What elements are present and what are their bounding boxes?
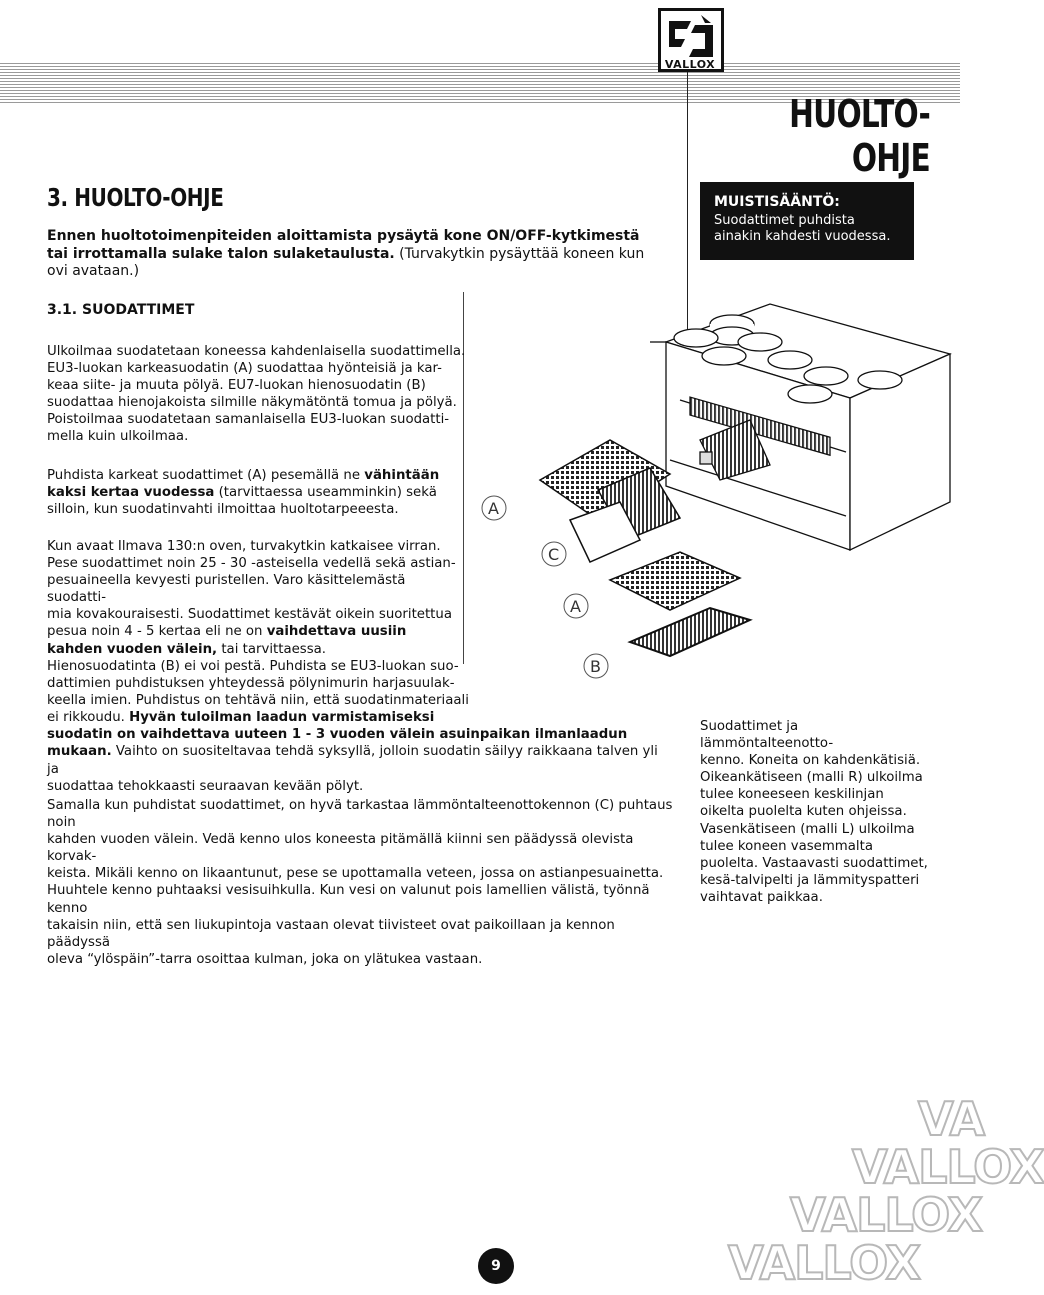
text-bold: suodatin on vaihdettava uuteen 1 - 3 vuoden välein asuinpaikan ilmanlaadun	[47, 727, 628, 743]
intro-paragraph	[47, 228, 647, 281]
text-bold: kahden vuoden välein,	[47, 641, 218, 657]
text-bold: vaihdettava uusiin	[266, 624, 407, 640]
text-line: keaa siite- ja muuta pölyä. EU7-luokan hienosuodatin (B)	[47, 378, 426, 394]
text-line: kahden vuoden välein. Vedä kenno ulos koneesta pitämällä kiinni sen päädyssä olevista korvak-	[47, 832, 634, 865]
reminder-line-1: Suodattimet puhdista	[714, 213, 855, 228]
logo-wordmark: VALLOX	[664, 58, 716, 71]
text-line: suodattaa tehokkaasti seuraavan kevään pölyt.	[47, 778, 364, 794]
paragraph-filters	[47, 343, 467, 446]
text-bold: kaksi kertaa vuodessa	[47, 485, 215, 501]
text-line: takaisin niin, että sen liukupintoja vastaan olevat tiivisteet ovat paikoillaan ja kennon päädyssä	[47, 917, 615, 950]
label-c: C	[548, 545, 560, 564]
text-line: Kun avaat Ilmava 130:n oven, turvakytkin katkaisee virran.	[47, 539, 441, 554]
section-heading: 3. HUOLTO-OHJE	[47, 183, 224, 212]
caption-line: puolelta. Vastaavasti suodattimet,	[700, 855, 928, 871]
text-line: Huuhtele kenno puhtaaksi vesisuihkulla. Kun vesi on valunut pois lamellien välistä, työnnä kenno	[47, 883, 650, 916]
text-line: Hienosuodatinta (B) ei voi pestä. Puhdista se EU3-luokan suo-	[47, 659, 459, 674]
caption-line: Oikeankätiseen (malli R) ulkoilma	[700, 770, 923, 786]
text-span: ei rikkoudu.	[47, 710, 130, 726]
caption-line: kenno. Koneita on kahdenkätisiä.	[700, 753, 921, 769]
label-a-top: A	[488, 499, 499, 518]
paragraph-heat-exchanger	[47, 797, 677, 968]
watermark-line-4: VALLOX	[728, 1236, 920, 1290]
text-line: Poistoilmaa suodatetaan samanlaisella EU3-luokan suodatti-	[47, 412, 450, 428]
reminder-text	[714, 213, 890, 245]
page-number: 9	[478, 1248, 514, 1284]
reminder-line-2: ainakin kahdesti vuodessa.	[714, 229, 891, 244]
intro-bold: Ennen huoltotoimenpiteiden aloittamista pysäytä kone ON/OFF-kytkimestä tai irrottamalla sulake talon sulaketaulusta.	[47, 228, 640, 262]
reminder-box	[700, 182, 914, 260]
coarse-filter-a-lower	[610, 552, 740, 610]
text-line: EU3-luokan karkeasuodatin (A) suodattaa hyönteisiä ja kar-	[47, 361, 442, 377]
paragraph-washing-instructions	[47, 538, 467, 658]
text-line: keista. Mikäli kenno on likaantunut, pese se upottamalla veteen, jossa on astianpesuainetta.	[47, 866, 664, 882]
text-line: Pese suodattimet noin 25 - 30 -asteisella vedellä sekä astian-	[47, 556, 456, 572]
text-line: silloin, kun suodatinvahti ilmoittaa huoltotarpeeesta.	[47, 502, 399, 518]
watermark-line-2: VALLOX	[852, 1140, 1044, 1194]
text-span: pesua noin 4 - 5 kertaa eli ne on	[47, 624, 267, 640]
text-line: mia kovakouraisesti. Suodattimet kestävät oikein suoritettua	[47, 607, 452, 623]
figure-caption	[700, 718, 930, 906]
text-line: suodattaa hienojakoista silmille näkymätöntä tomua ja pölyä.	[47, 395, 457, 411]
label-b: B	[590, 657, 601, 676]
text-span: tai tarvittaessa.	[217, 641, 326, 657]
subsection-heading: 3.1. SUODATTIMET	[47, 302, 195, 318]
reminder-title: MUISTISÄÄNTÖ:	[714, 194, 840, 210]
text-line: Samalla kun puhdistat suodattimet, on hyvä tarkastaa lämmöntalteenottokennon (C) puhtaus noin	[47, 798, 673, 831]
caption-line: Vasenkätiseen (malli L) ulkoilma	[700, 821, 915, 837]
page-header-title: HUOLTO-OHJE	[789, 92, 930, 180]
text-span: Vaihto on suositeltavaa tehdä syksyllä, jolloin suodatin säilyy raikkaana talven yli ja	[47, 744, 658, 777]
paragraph-wash	[47, 467, 467, 518]
text-line: dattimien puhdistuksen yhteydessä pölynimurin harjasuulak-	[47, 676, 455, 692]
text-line: oleva “ylöspäin”-tarra osoittaa kulman, joka on ylätukea vastaan.	[47, 951, 483, 967]
caption-line: kesä-talvipelti ja lämmityspatteri	[700, 872, 920, 888]
text-line: Ulkoilmaa suodatetaan koneessa kahdenlaisella suodattimella.	[47, 344, 466, 359]
caption-line: tulee koneen vasemmalta	[700, 838, 873, 854]
filter-illustration	[470, 290, 960, 700]
caption-line: tulee koneeseen keskilinjan	[700, 787, 884, 803]
text-line: keella imien. Puhdistus on tehtävä niin, että suodatinmateriaali	[47, 693, 469, 709]
text-bold: mukaan.	[47, 744, 112, 760]
text-line: pesuaineella kevyesti puristellen. Varo käsittelemästä suodatti-	[47, 573, 406, 606]
text-span: Puhdista karkeat suodattimet (A) pesemällä ne	[47, 468, 365, 483]
watermark-line-3: VALLOX	[790, 1188, 982, 1242]
text-bold: Hyvän tuloilman laadun varmistamiseksi	[129, 710, 435, 726]
caption-line: oikelta puolelta kuten ohjeissa.	[700, 804, 907, 820]
intro-rest: (Turvakytkin pysäyttää koneen kun ovi avataan.)	[47, 245, 645, 279]
fine-filter-b	[630, 608, 750, 656]
text-bold: vähintään	[364, 468, 440, 483]
text-span: (tarvittaessa useamminkin) sekä	[214, 485, 437, 501]
caption-line: Suodattimet ja lämmöntalteenotto-	[700, 719, 834, 752]
watermark-line-1: VA	[918, 1092, 985, 1146]
label-a-lower: A	[570, 597, 581, 616]
caption-line: vaihtavat paikkaa.	[700, 889, 823, 905]
text-line: mella kuin ulkoilmaa.	[47, 429, 189, 445]
